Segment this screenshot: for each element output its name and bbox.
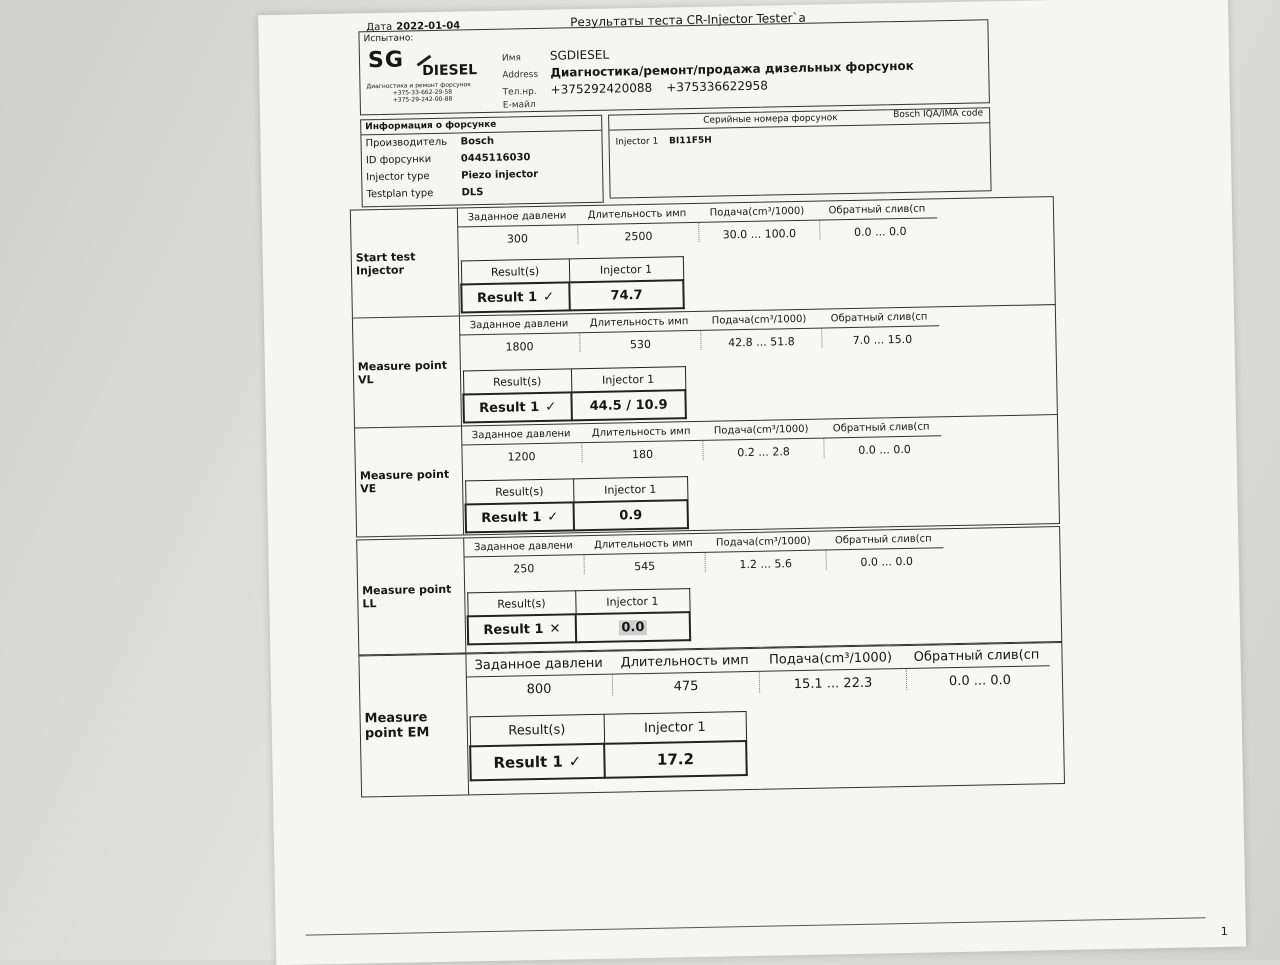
name-label: Имя <box>501 53 521 64</box>
section-params <box>459 311 943 354</box>
result-value: 44.5 / 10.9 <box>571 390 686 420</box>
result-value: 17.2 <box>604 741 747 778</box>
col-duration-header: Длительность имп <box>577 208 697 225</box>
return-range: 0.0 ... 0.0 <box>858 442 911 457</box>
result-label: Result 1 <box>479 399 540 416</box>
section-start-test <box>350 196 1056 319</box>
result-label-cell <box>466 502 575 532</box>
logo-sg-text: SG <box>367 47 405 74</box>
tested-by-box <box>358 19 989 115</box>
pressure-value: 1800 <box>459 333 580 354</box>
delivery-range: 0.2 ... 2.8 <box>703 439 824 460</box>
section-title: Start test Injector <box>351 209 460 319</box>
result-col-header: Result(s) <box>463 369 571 395</box>
info-value: Piezo injector <box>461 168 539 182</box>
delivery-range: 30.0 ... 100.0 <box>699 221 820 242</box>
footer-divider <box>306 917 1206 935</box>
result-col-header: Result(s) <box>465 479 573 505</box>
col-pressure-header: Заданное давлени <box>457 210 577 227</box>
result-label: Result 1 <box>493 752 564 772</box>
col-return-header: Обратный слив(сп <box>817 203 937 220</box>
duration-value: 475 <box>613 672 760 696</box>
check-icon: ✓ <box>545 399 557 415</box>
injector-col-header: Injector 1 <box>569 257 683 283</box>
result-value: 0.9 <box>573 500 688 530</box>
info-label: Testplan type <box>366 187 434 201</box>
result-table <box>466 588 691 645</box>
result-label-cell <box>463 392 572 422</box>
col-return-header: Обратный слив(сп <box>823 533 943 550</box>
pressure-value: 800 <box>466 675 613 699</box>
col-delivery-header: Подача(cm³/1000) <box>697 206 817 223</box>
info-value: Bosch <box>460 135 495 148</box>
col-duration-header: Длительность имп <box>583 538 703 555</box>
delivery-range: 1.2 ... 5.6 <box>705 550 826 571</box>
injector-col-header: Injector 1 <box>604 712 747 744</box>
duration-value: 2500 <box>578 223 699 244</box>
result-label: Result 1 <box>476 289 538 306</box>
serials-title: Серийные номера форсунок <box>703 113 838 126</box>
result-label: Result 1 <box>483 621 544 638</box>
col-pressure-header: Заданное давлени <box>461 428 581 445</box>
tested-label: Испытано: <box>363 33 414 45</box>
name-value: SGDIESEL <box>549 47 610 63</box>
serial-injector-value: BI11F5H <box>669 135 712 147</box>
result-col-header: Result(s) <box>467 591 575 617</box>
logo-phone-2: +375-29-242-00-88 <box>392 95 453 104</box>
return-range: 0.0 ... 0.0 <box>853 224 907 239</box>
check-icon: ✓ <box>568 752 582 771</box>
injector-info-title: Информация о форсунке <box>361 116 601 136</box>
pressure-value: 1200 <box>461 443 582 464</box>
pressure-value: 250 <box>464 555 585 576</box>
address-value: Диагностика/ремонт/продажа дизельных форсунок <box>550 58 914 80</box>
cross-icon: ✕ <box>549 621 561 637</box>
address-label: Address <box>502 69 539 81</box>
section-measure-ll <box>356 526 1062 655</box>
duration-value: 545 <box>585 553 706 574</box>
serial-line <box>616 136 712 148</box>
result-table <box>462 366 687 423</box>
section-measure-vl <box>352 304 1058 429</box>
return-range: 0.0 ... 0.0 <box>860 554 914 569</box>
duration-value: 530 <box>580 331 701 352</box>
injector-info-box <box>360 115 604 208</box>
col-duration-header: Длительность имп <box>579 316 699 333</box>
info-label: Производитель <box>365 136 448 150</box>
result-col-header: Result(s) <box>470 714 605 746</box>
duration-value: 180 <box>582 441 703 462</box>
injector-col-header: Injector 1 <box>573 477 687 503</box>
info-label: ID форсунки <box>365 154 432 167</box>
test-report-sheet <box>258 0 1246 965</box>
col-pressure-header: Заданное давлени <box>465 656 611 678</box>
section-title: Measure point EM <box>359 654 469 796</box>
injector-col-header: Injector 1 <box>575 589 689 615</box>
serial-injector-label: Injector 1 <box>615 136 659 148</box>
check-icon: ✓ <box>542 289 555 305</box>
info-value: 0445116030 <box>460 152 531 165</box>
return-range: 0.0 ... 0.0 <box>948 672 1012 690</box>
result-value-cell <box>576 612 691 642</box>
col-duration-header: Длительность имп <box>581 426 701 443</box>
col-duration-header: Длительность имп <box>611 653 757 675</box>
result-label: Result 1 <box>481 509 542 526</box>
result-col-header: Result(s) <box>461 259 569 285</box>
page-number: 1 <box>1220 924 1228 938</box>
section-params <box>461 421 945 464</box>
date-value: 2022-01-04 <box>396 20 461 33</box>
injector-col-header: Injector 1 <box>571 367 685 393</box>
logo-phone-1: +375-33-662-29-58 <box>392 88 453 97</box>
company-details <box>502 42 915 118</box>
result-value: 0.0 <box>621 619 645 635</box>
result-label-cell <box>470 744 605 781</box>
section-measure-ve <box>354 414 1060 537</box>
col-return-header: Обратный слив(сп <box>821 421 941 438</box>
serial-numbers-box <box>608 107 992 198</box>
check-icon: ✓ <box>547 509 559 525</box>
date-label: Дата <box>366 21 393 34</box>
info-row <box>362 182 602 204</box>
phone-value-2: +375336622958 <box>666 78 769 95</box>
pressure-value: 300 <box>457 225 578 246</box>
report-title: Результаты теста CR-Injector Tester`a <box>570 10 806 30</box>
sgdiesel-logo <box>366 44 507 111</box>
logo-diesel-text: DIESEL <box>422 62 478 80</box>
section-title: Measure point VE <box>355 426 464 536</box>
phone-value-1: +375292420088 <box>550 80 653 97</box>
col-pressure-header: Заданное давлени <box>459 318 579 335</box>
delivery-range: 15.1 ... 22.3 <box>760 669 907 693</box>
col-delivery-header: Подача(cm³/1000) <box>699 314 819 331</box>
result-label-cell <box>461 282 570 312</box>
section-title: Measure point LL <box>357 538 466 654</box>
iqa-code-label: Bosch IQA/IMA code <box>893 108 984 121</box>
section-title: Measure point VL <box>353 316 462 428</box>
section-params <box>465 647 1053 698</box>
logo-tagline: Диагностика и ремонт форсунок <box>366 81 471 91</box>
info-value: DLS <box>461 187 484 199</box>
section-params <box>463 533 947 576</box>
info-label: Injector type <box>366 171 430 184</box>
result-label-cell <box>468 614 577 644</box>
section-measure-em <box>358 642 1065 797</box>
col-return-header: Обратный слив(сп <box>819 311 939 328</box>
email-label: E-майл <box>502 99 536 111</box>
col-delivery-header: Подача(cm³/1000) <box>757 650 903 672</box>
delivery-range: 42.8 ... 51.8 <box>701 329 822 350</box>
result-table <box>464 476 689 533</box>
result-table <box>460 256 685 313</box>
section-params <box>457 203 941 246</box>
return-range: 7.0 ... 15.0 <box>852 332 913 347</box>
col-pressure-header: Заданное давлени <box>463 540 583 557</box>
result-value: 74.7 <box>569 280 684 310</box>
result-table <box>469 711 748 781</box>
col-delivery-header: Подача(cm³/1000) <box>703 536 823 553</box>
col-return-header: Обратный слив(сп <box>903 647 1049 669</box>
col-delivery-header: Подача(cm³/1000) <box>701 424 821 441</box>
phone-label: Тел.нр. <box>502 86 537 98</box>
